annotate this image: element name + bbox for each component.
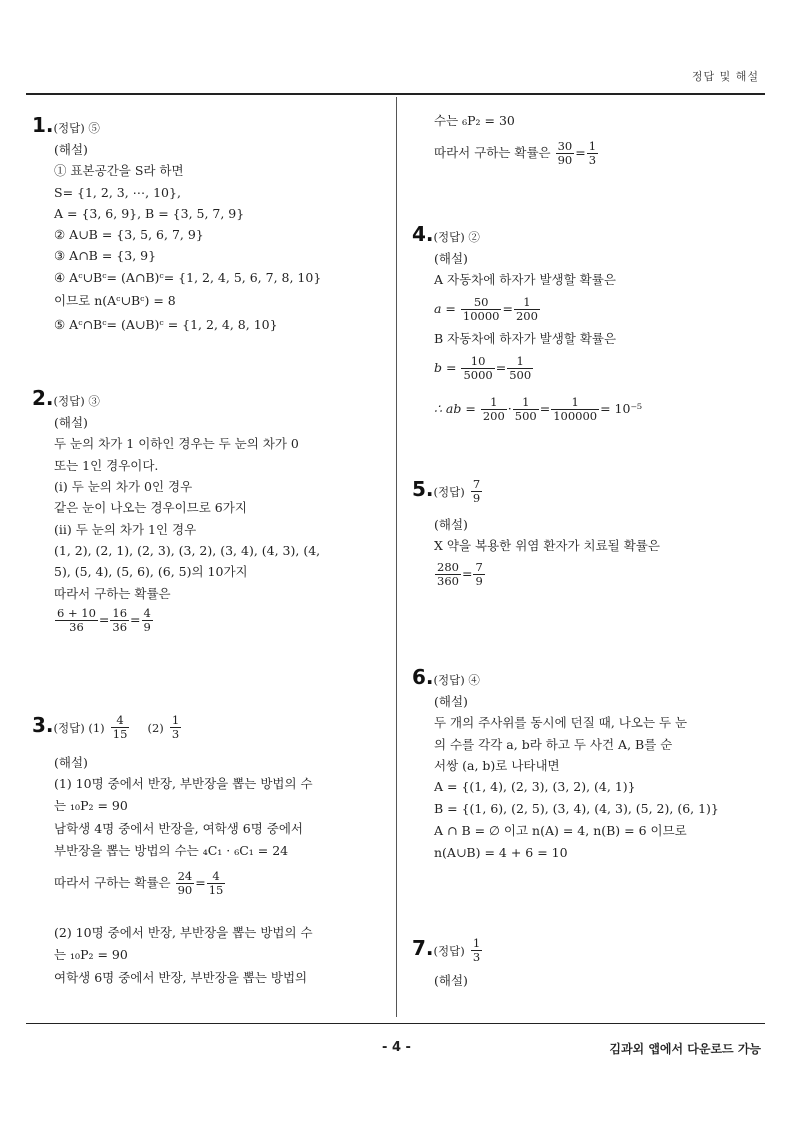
text-line: A = {(1, 4), (2, 3), (3, 2), (4, 1)} xyxy=(434,779,636,794)
text-line: ④ Aᶜ∪Bᶜ= (A∩B)ᶜ= {1, 2, 4, 5, 6, 7, 8, 10} xyxy=(54,270,322,285)
text-line: (2) 10명 중에서 반장, 부반장을 뽑는 방법의 수 xyxy=(54,925,313,940)
question-5-heading xyxy=(412,477,483,505)
fraction: $\frac{280}{360}$ xyxy=(437,560,459,588)
equation-a: a = $\frac{50}{10000}$ = $\frac{1}{200}$ xyxy=(434,295,538,323)
answer-label: (정답) ② xyxy=(433,230,480,244)
explanation-label: (해설) xyxy=(54,415,88,430)
fraction: $\frac{16}{36}$ xyxy=(112,606,128,634)
text-line: (ⅰ) 두 눈의 차가 0인 경우 xyxy=(54,479,193,494)
probability-equation: 따라서 구하는 확률은 $\frac{24}{90}$ = $\frac{4}{15}$ xyxy=(54,869,224,897)
explanation-label: (해설) xyxy=(434,694,468,709)
answer-label: (정답) xyxy=(433,485,465,499)
text-line: S= {1, 2, 3, ⋯, 10}, xyxy=(54,185,181,200)
question-3-heading xyxy=(32,713,182,741)
equation-b: b = $\frac{10}{5000}$ = $\frac{1}{500}$ xyxy=(434,354,532,382)
text-line: 부반장을 뽑는 방법의 수는 ₄C₁ · ₆C₁ = 24 xyxy=(54,843,289,858)
text-line: ③ A∩B = {3, 9} xyxy=(54,248,157,263)
answer-label: (정답) (1) xyxy=(53,721,105,735)
text-line: 5), (5, 4), (5, 6), (6, 5)의 10가지 xyxy=(54,564,248,579)
explanation-label: (해설) xyxy=(54,755,88,770)
probability-equation: 따라서 구하는 확률은 $\frac{30}{90}$ = $\frac{1}{3}$ xyxy=(434,139,597,167)
answer-label: (정답) ⑤ xyxy=(53,121,100,135)
fraction: $\frac{24}{90}$ xyxy=(177,869,193,897)
fraction: $\frac{1}{500}$ xyxy=(514,395,537,423)
text-line: ⑤ Aᶜ∩Bᶜ= (A∪B)ᶜ = {1, 2, 4, 8, 10} xyxy=(54,317,278,332)
text-line: 서쌍 (a, b)로 나타내면 xyxy=(434,758,560,773)
text-line: ① 표본공간을 S라 하면 xyxy=(54,163,184,178)
equation-ab: ∴ ab = $\frac{1}{200}$ · $\frac{1}{500}$ = $\frac{1}{100000}$ = 10⁻⁵ xyxy=(434,395,643,423)
question-number: 4. xyxy=(412,222,434,246)
fraction: $\frac{4}{9}$ xyxy=(143,606,151,634)
answer-label: (정답) ③ xyxy=(53,394,100,408)
fraction: $\frac{4}{15}$ xyxy=(112,713,128,741)
question-1-heading xyxy=(32,113,100,137)
fraction: $\frac{1}{3}$ xyxy=(171,713,180,741)
answer-label: (정답) ④ xyxy=(433,673,480,687)
answer-label-2: (2) xyxy=(147,721,164,735)
text-line: A 자동차에 하자가 발생할 확률은 xyxy=(434,272,616,287)
question-number: 1. xyxy=(32,113,54,137)
header-rule xyxy=(26,93,765,95)
text-line: B = {(1, 6), (2, 5), (3, 4), (4, 3), (5, 2), (6, 1)} xyxy=(434,801,719,816)
fraction: $\frac{1}{200}$ xyxy=(482,395,505,423)
text-line: (1) 10명 중에서 반장, 부반장을 뽑는 방법의 수 xyxy=(54,776,313,791)
fraction: $\frac{1}{100000}$ xyxy=(553,395,598,423)
question-number: 6. xyxy=(412,665,434,689)
text-line: X 약을 복용한 위염 환자가 치료될 확률은 xyxy=(434,538,660,553)
page-header-title: 정답 및 해설 xyxy=(691,70,759,83)
text-line: ② A∪B = {3, 5, 6, 7, 9} xyxy=(54,227,204,242)
question-number: 5. xyxy=(412,477,434,501)
text-line: 두 개의 주사위를 동시에 던질 때, 나오는 두 눈 xyxy=(434,715,688,730)
explanation-label: (해설) xyxy=(434,973,468,988)
text-line: 는 ₁₀P₂ = 90 xyxy=(54,798,128,813)
fraction: $\frac{50}{10000}$ xyxy=(462,295,500,323)
footer-rule xyxy=(26,1023,765,1024)
fraction: $\frac{10}{5000}$ xyxy=(463,354,493,382)
fraction: $\frac{7}{9}$ xyxy=(472,477,481,505)
text-line: A ∩ B = ∅ 이고 n(A) = 4, n(B) = 6 이므로 xyxy=(434,823,687,838)
explanation-label: (해설) xyxy=(434,517,468,532)
fraction: $\frac{6 + 10}{36}$ xyxy=(57,606,96,634)
fraction: $\frac{1}{3}$ xyxy=(588,139,597,167)
text-line: (1, 2), (2, 1), (2, 3), (3, 2), (3, 4), (4, 3), (4, xyxy=(54,543,321,558)
text-line: B 자동차에 하자가 발생할 확률은 xyxy=(434,331,617,346)
footer-download-note: 김과외 앱에서 다운로드 가능 xyxy=(609,1042,761,1056)
text-line: 두 눈의 차가 1 이하인 경우는 두 눈의 차가 0 xyxy=(54,436,299,451)
text-line: (ⅱ) 두 눈의 차가 1인 경우 xyxy=(54,522,197,537)
question-number: 2. xyxy=(32,386,54,410)
question-number: 7. xyxy=(412,936,434,960)
answer-label: (정답) xyxy=(433,944,465,958)
text-line: 의 수를 각각 a, b라 하고 두 사건 A, B를 순 xyxy=(434,737,673,752)
text-line: 또는 1인 경우이다. xyxy=(54,458,159,473)
text-line: 이므로 n(Aᶜ∪Bᶜ) = 8 xyxy=(54,293,176,308)
question-6-heading xyxy=(412,665,480,689)
fraction: $\frac{30}{90}$ xyxy=(557,139,573,167)
question-7-heading xyxy=(412,936,483,964)
text-line: 남학생 4명 중에서 반장을, 여학생 6명 중에서 xyxy=(54,821,303,836)
text-line: 수는 ₆P₂ = 30 xyxy=(434,113,515,128)
text-line: A = {3, 6, 9}, B = {3, 5, 7, 9} xyxy=(54,206,245,221)
fraction: $\frac{1}{200}$ xyxy=(515,295,538,323)
fraction: $\frac{1}{3}$ xyxy=(472,936,481,964)
fraction: $\frac{4}{15}$ xyxy=(208,869,224,897)
probability-equation: $\frac{280}{360}$ = $\frac{7}{9}$ xyxy=(437,560,483,588)
fraction: $\frac{7}{9}$ xyxy=(475,560,483,588)
text-line: 는 ₁₀P₂ = 90 xyxy=(54,947,128,962)
probability-equation: $\frac{6 + 10}{36}$ = $\frac{16}{36}$ = $\frac{4}{9}$ xyxy=(57,606,151,634)
page-number: - 4 - xyxy=(382,1040,411,1055)
explanation-label: (해설) xyxy=(434,251,468,266)
question-number: 3. xyxy=(32,713,54,737)
text-line: 따라서 구하는 확률은 xyxy=(54,586,171,601)
question-2-heading xyxy=(32,386,100,410)
column-divider xyxy=(396,97,397,1017)
text-line: 같은 눈이 나오는 경우이므로 6가지 xyxy=(54,500,247,515)
explanation-label: (해설) xyxy=(54,142,88,157)
question-4-heading xyxy=(412,222,480,246)
fraction: $\frac{1}{500}$ xyxy=(509,354,532,382)
text-line: 여학생 6명 중에서 반장, 부반장을 뽑는 방법의 xyxy=(54,970,308,985)
text-line: n(A∪B) = 4 + 6 = 10 xyxy=(434,845,568,860)
